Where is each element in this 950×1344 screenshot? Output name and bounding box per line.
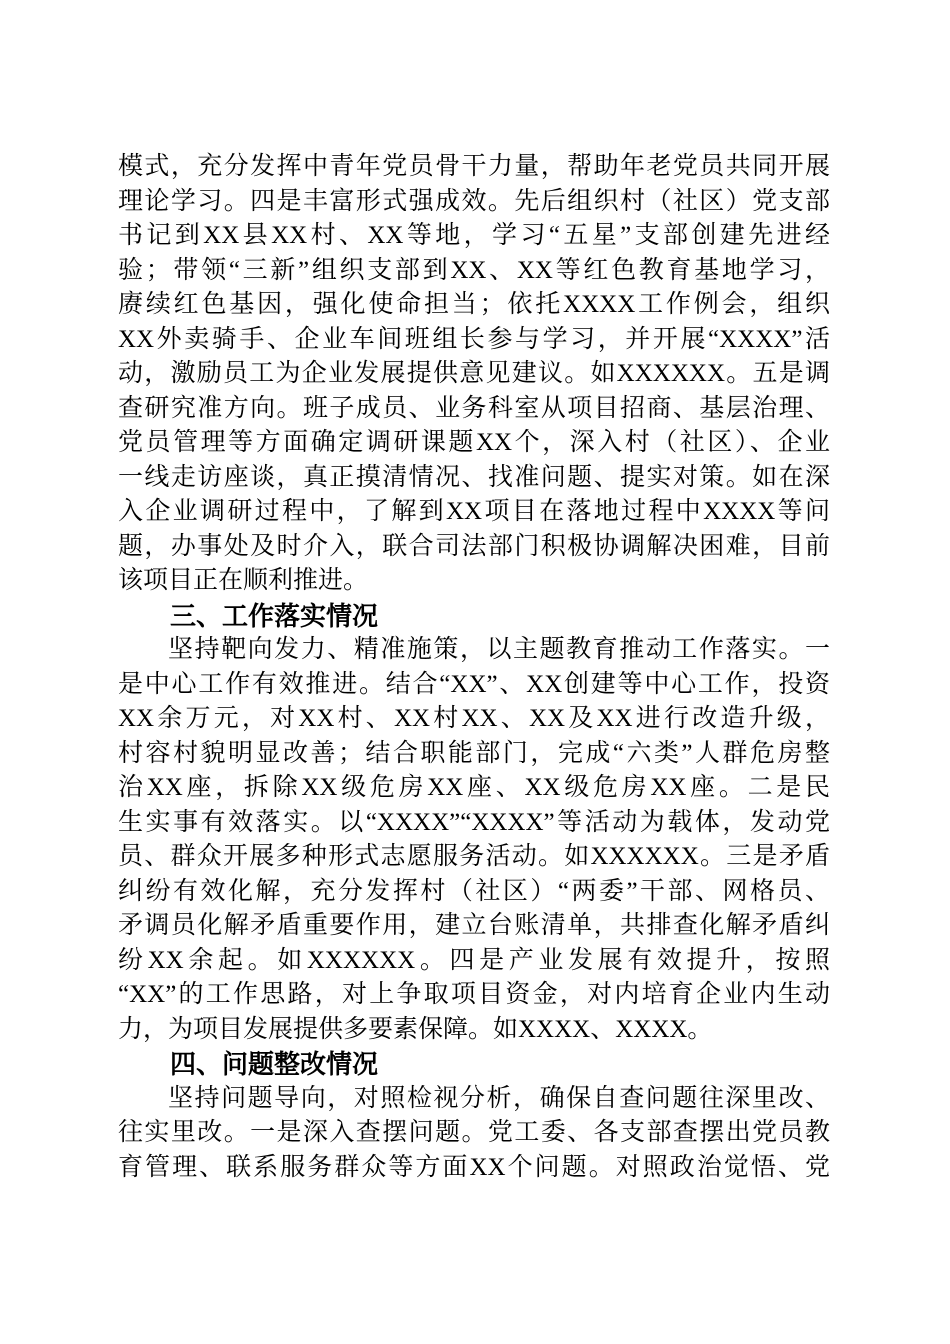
paragraph-end-line: 力，为项目发展提供多要素保障。如XXXX、XXXX。 bbox=[118, 1015, 713, 1043]
text-line: 入企业调研过程中，了解到XX项目在落地过程中XXXX等问 bbox=[118, 498, 830, 525]
text-line: 查研究准方向。班子成员、业务科室从项目招商、基层治理、 bbox=[118, 394, 830, 422]
text-line: 生实事有效落实。以“XXXX”“XXXX”等活动为载体，发动党 bbox=[118, 808, 830, 836]
text-line: 育管理、联系服务群众等方面XX个问题。对照政治觉悟、党 bbox=[118, 1153, 830, 1181]
text-line: 员、群众开展多种形式志愿服务活动。如XXXXXX。三是矛盾 bbox=[118, 843, 830, 870]
text-line: XX余万元，对XX村、XX村XX、XX及XX进行改造升级， bbox=[118, 705, 830, 732]
text-line: “XX”的工作思路，对上争取项目资金，对内培育企业内生动 bbox=[118, 981, 830, 1008]
text-line: 动，激励员工为企业发展提供意见建议。如XXXXXX。五是调 bbox=[118, 360, 830, 387]
paragraph-end-line: 该项目正在顺利推进。 bbox=[118, 567, 369, 594]
text-line: 党员管理等方面确定调研课题XX个，深入村（社区）、企业 bbox=[118, 429, 830, 456]
text-line: 模式，充分发挥中青年党员骨干力量，帮助年老党员共同开展 bbox=[118, 153, 830, 180]
text-line: 书记到XX县XX村、XX等地，学习“五星”支部创建先进经 bbox=[118, 222, 830, 249]
text-line: 往实里改。一是深入查摆问题。党工委、各支部查摆出党员教 bbox=[118, 1119, 830, 1146]
text-line: 一线走访座谈，真正摸清情况、找准问题、提实对策。如在深 bbox=[118, 463, 830, 491]
text-line: 赓续红色基因，强化使命担当；依托XXXX工作例会，组织 bbox=[118, 291, 830, 318]
text-line: 是中心工作有效推进。结合“XX”、XX创建等中心工作，投资 bbox=[118, 670, 830, 698]
paragraph-start-line: 坚持问题导向，对照检视分析，确保自查问题往深里改、 bbox=[168, 1084, 830, 1112]
text-line: 矛调员化解矛盾重要作用，建立台账清单，共排查化解矛盾纠 bbox=[118, 912, 830, 939]
text-line: 题，办事处及时介入，联合司法部门积极协调解决困难，目前 bbox=[118, 532, 830, 560]
text-line: 理论学习。四是丰富形式强成效。先后组织村（社区）党支部 bbox=[118, 187, 830, 215]
text-line: 治XX座，拆除XX级危房XX座、XX级危房XX座。二是民 bbox=[118, 774, 830, 801]
paragraph-start-line: 坚持靶向发力、精准施策，以主题教育推动工作落实。一 bbox=[168, 636, 830, 663]
section-heading-3: 三、工作落实情况 bbox=[170, 600, 379, 631]
text-line: 纷XX余起。如XXXXXX。四是产业发展有效提升，按照 bbox=[118, 946, 830, 974]
text-line: 村容村貌明显改善；结合职能部门，完成“六类”人群危房整 bbox=[118, 739, 830, 767]
section-heading-4: 四、问题整改情况 bbox=[170, 1049, 379, 1079]
text-line: 验；带领“三新”组织支部到XX、XX等红色教育基地学习， bbox=[118, 256, 830, 284]
text-line: 纠纷有效化解，充分发挥村（社区）“两委”干部、网格员、 bbox=[118, 877, 830, 905]
text-line: XX外卖骑手、企业车间班组长参与学习，并开展“XXXX”活 bbox=[118, 325, 830, 353]
document-body bbox=[118, 150, 830, 1185]
